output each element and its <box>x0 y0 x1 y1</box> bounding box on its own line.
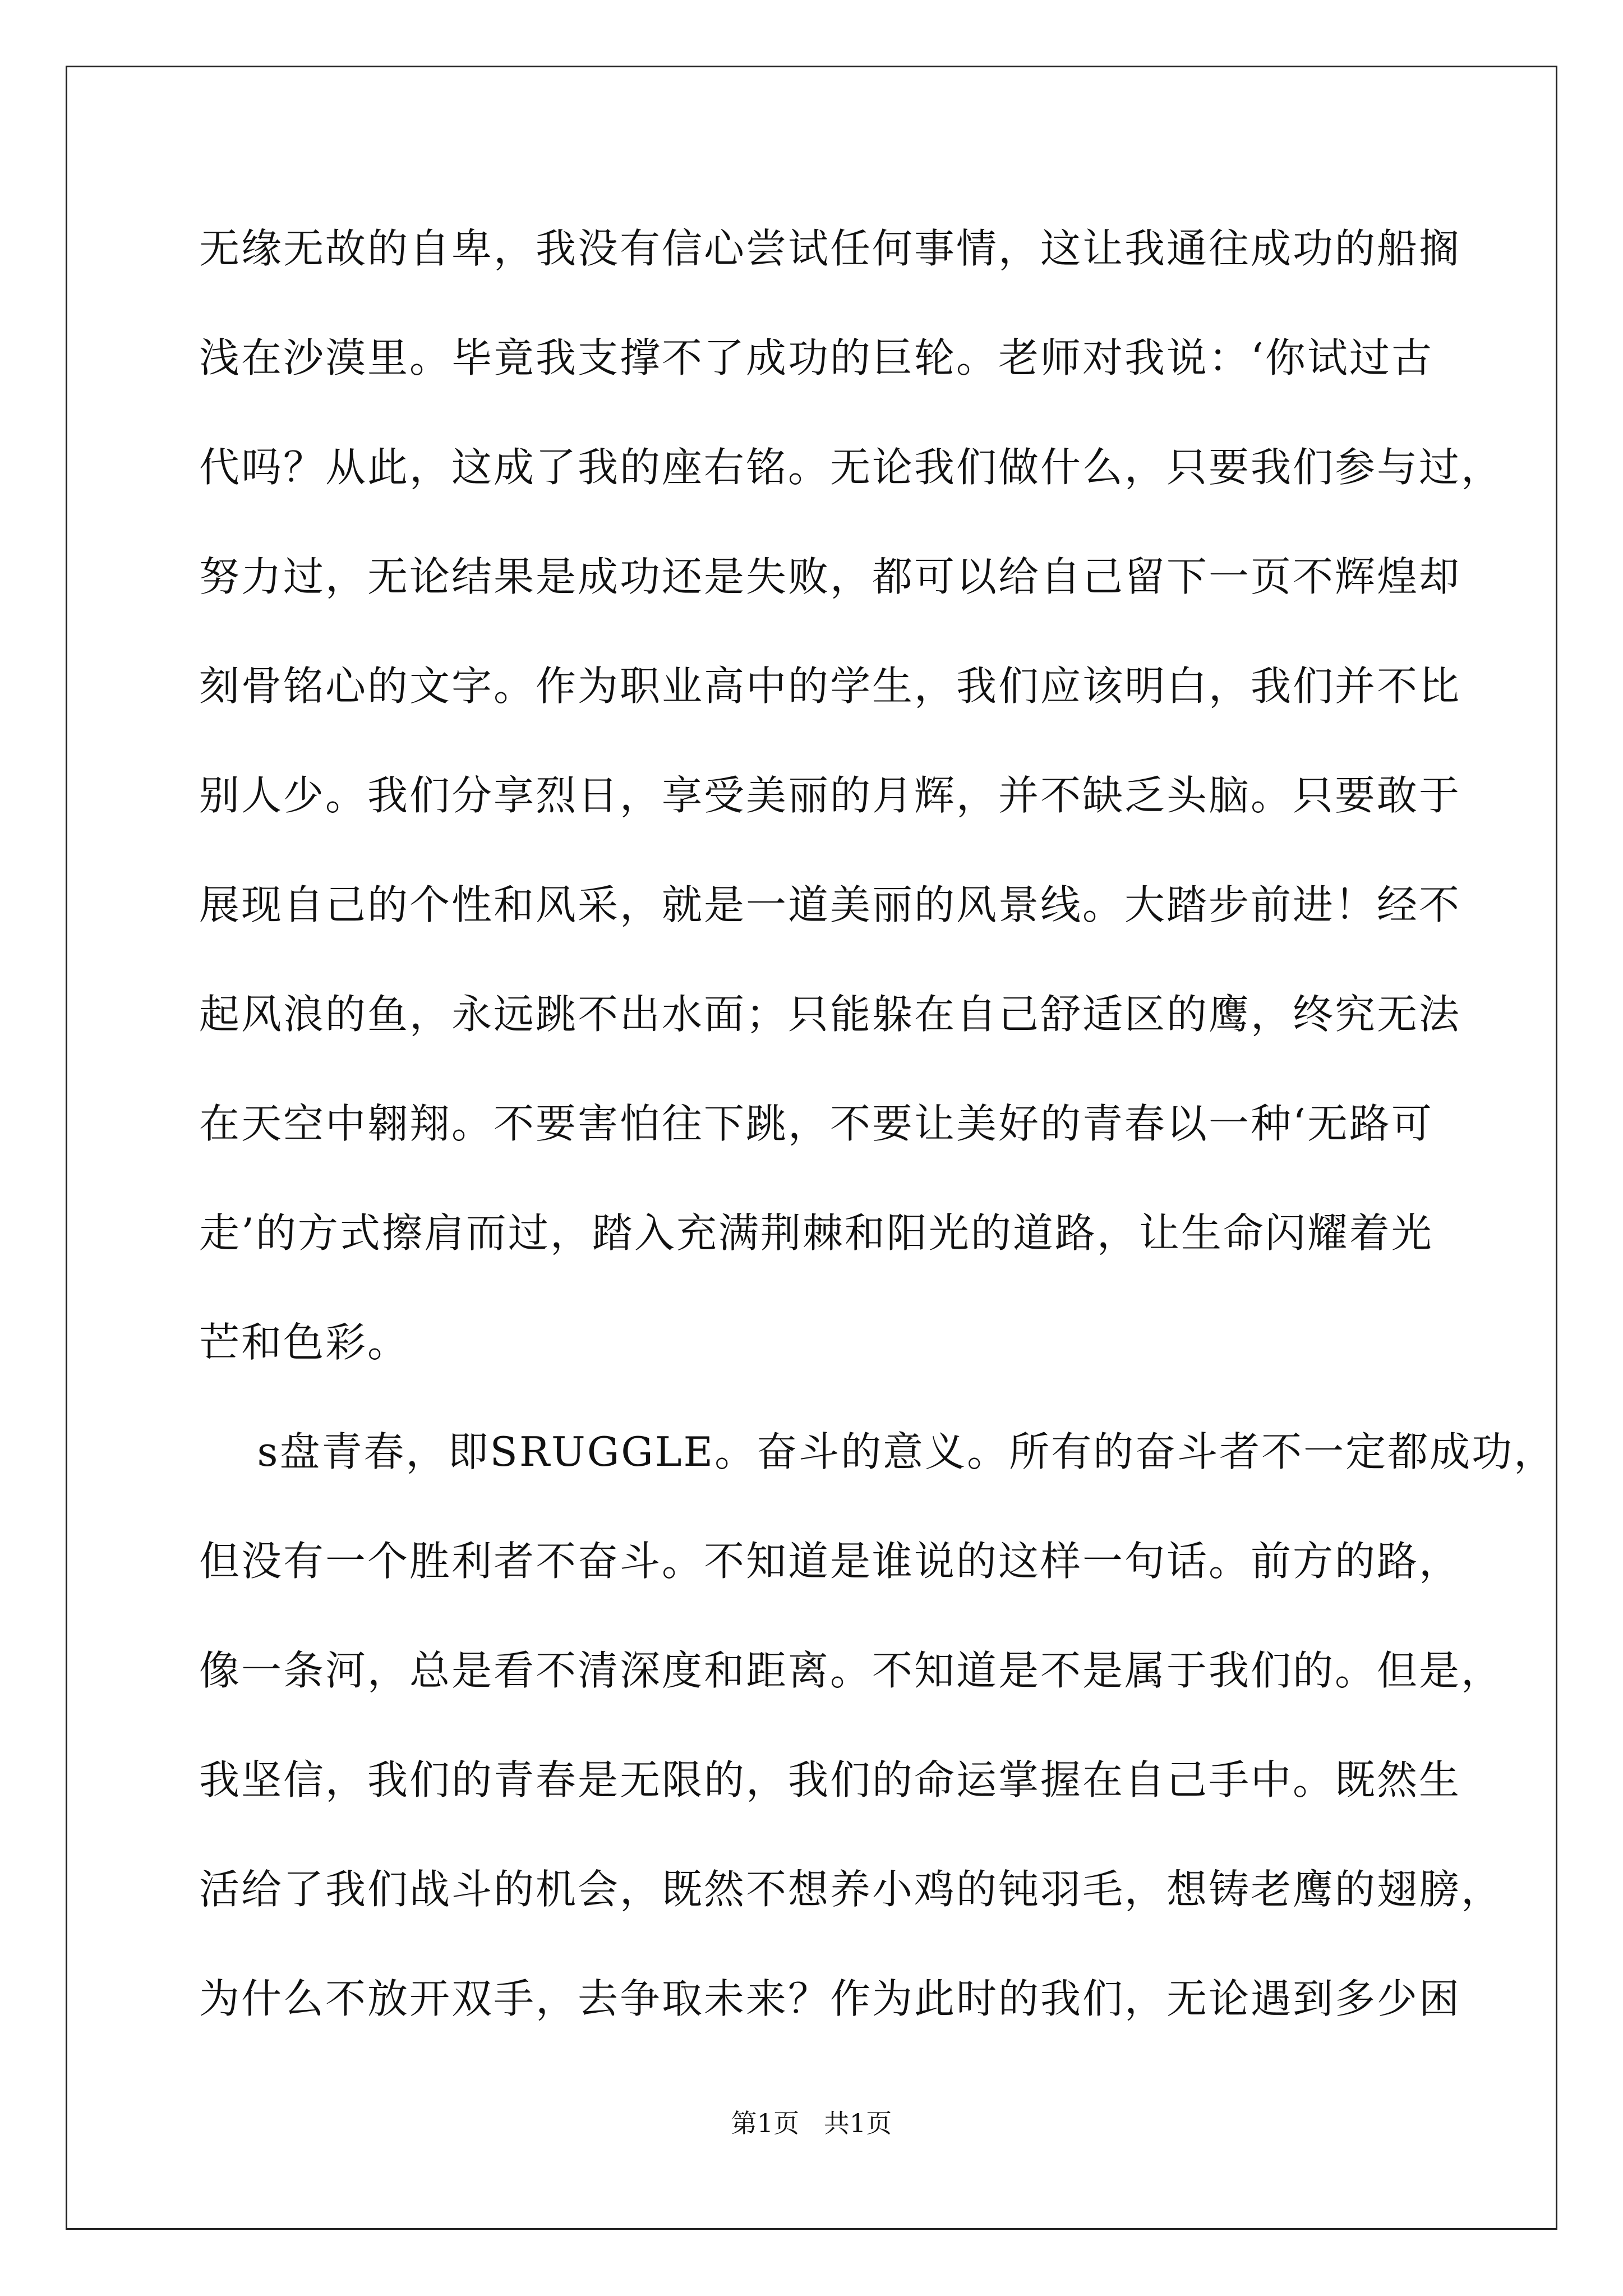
paragraph-start-line: s盘青春，即SRUGGLE。奋斗的意义。所有的奋斗者不一定都成功， <box>199 1428 1556 1475</box>
text-line: 无缘无故的自卑，我没有信心尝试任何事情，这让我通往成功的船搁 <box>199 225 1461 272</box>
page-footer: 第1页 共1页 <box>731 2108 892 2138</box>
text-line: 在天空中翱翔。不要害怕往下跳，不要让美好的青春以一种‘无路可 <box>199 1100 1433 1147</box>
text-line: 代吗？从此，这成了我的座右铭。无论我们做什么，只要我们参与过， <box>199 444 1504 491</box>
text-line: 为什么不放开双手，去争取未来？作为此时的我们，无论遇到多少困 <box>199 1975 1461 2022</box>
text-line: 刻骨铭心的文字。作为职业高中的学生，我们应该明白，我们并不比 <box>199 662 1461 710</box>
text-line: 展现自己的个性和风采，就是一道美丽的风景线。大踏步前进！经不 <box>199 881 1461 928</box>
text-line: 走’的方式擦肩而过，踏入充满荆棘和阳光的道路，让生命闪耀着光 <box>199 1209 1433 1257</box>
text-line: 浅在沙漠里。毕竟我支撑不了成功的巨轮。老师对我说：‘你试过古 <box>199 334 1433 381</box>
document-body <box>199 220 1556 2080</box>
text-line: 努力过，无论结果是成功还是失败，都可以给自己留下一页不辉煌却 <box>199 553 1461 600</box>
text-line: 起风浪的鱼，永远跳不出水面；只能躲在自己舒适区的鹰，终究无法 <box>199 991 1461 1038</box>
text-line: 但没有一个胜利者不奋斗。不知道是谁说的这样一句话。前方的路， <box>199 1538 1461 1585</box>
text-line: 像一条河，总是看不清深度和距离。不知道是不是属于我们的。但是， <box>199 1647 1504 1694</box>
text-line: 芒和色彩。 <box>199 1319 410 1366</box>
text-line: 我坚信，我们的青春是无限的，我们的命运掌握在自己手中。既然生 <box>199 1756 1461 1803</box>
text-line: 别人少。我们分享烈日，享受美丽的月辉，并不缺乏头脑。只要敢于 <box>199 772 1461 819</box>
text-line: 活给了我们战斗的机会，既然不想养小鸡的钝羽毛，想铸老鹰的翅膀， <box>199 1866 1504 1913</box>
